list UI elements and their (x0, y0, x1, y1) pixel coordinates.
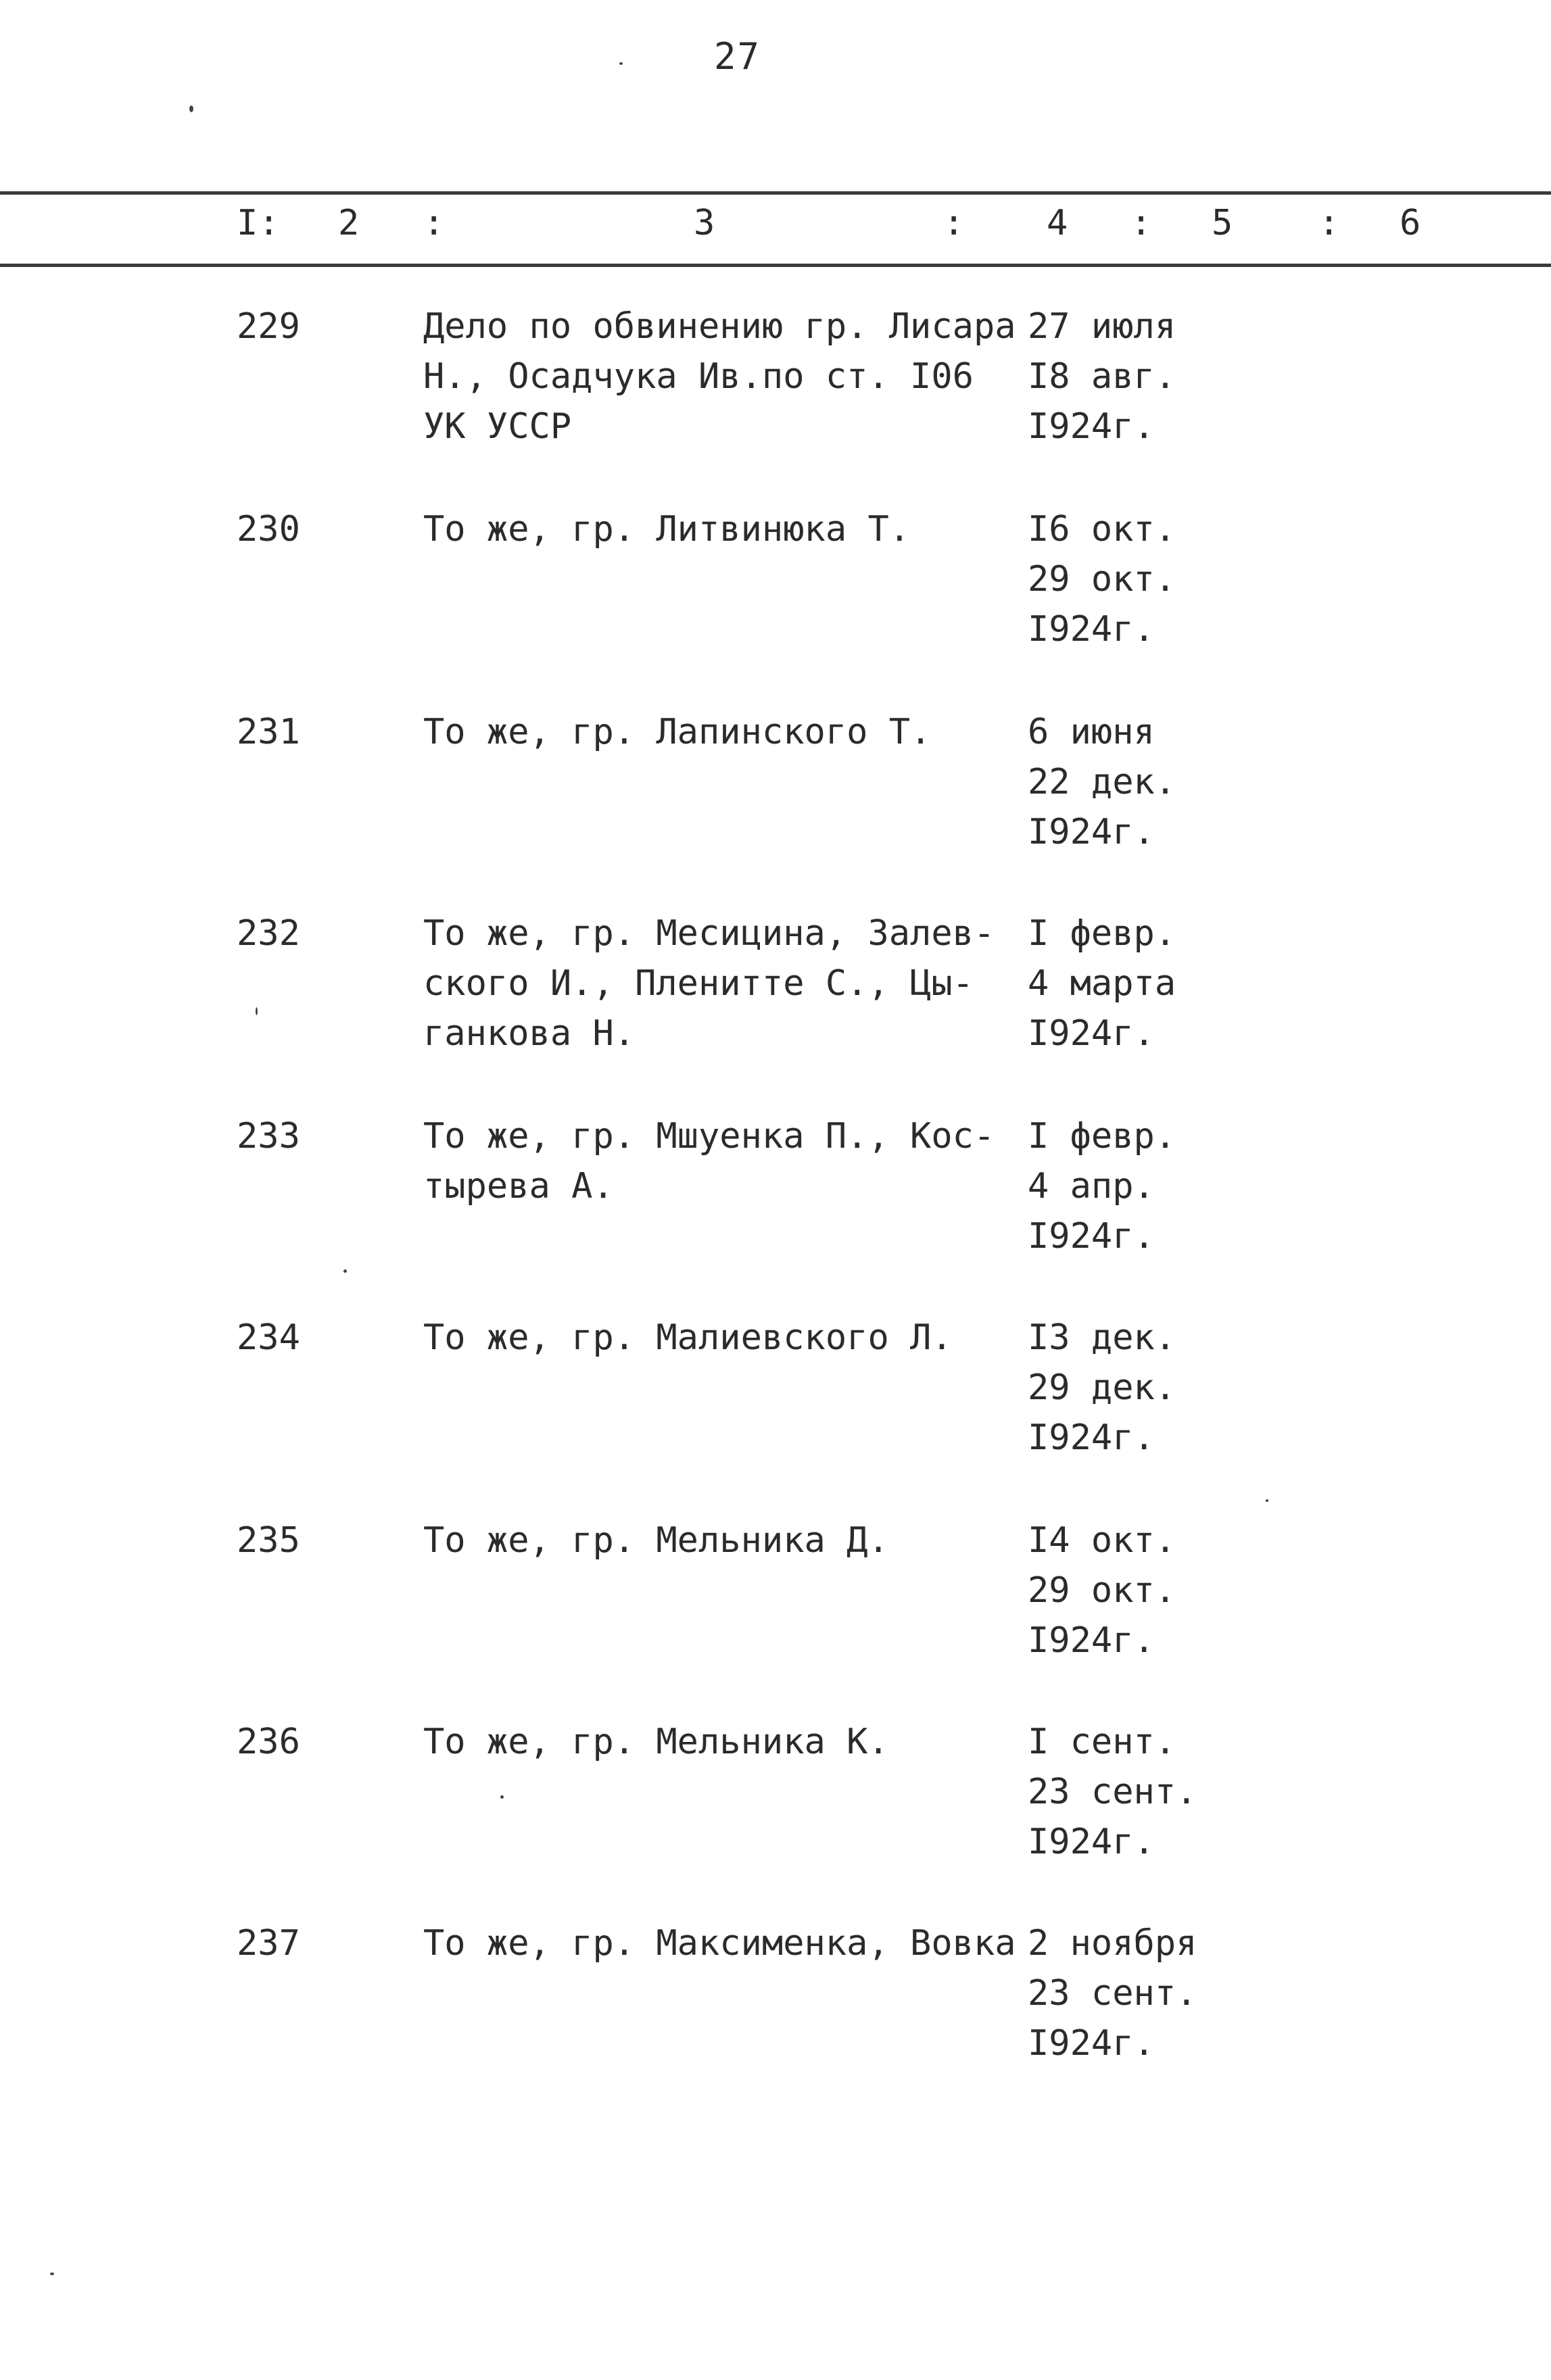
page-number: 27 (714, 35, 761, 78)
record-start-date: 27 июля (1028, 306, 1176, 347)
record-row (0, 301, 1551, 450)
record-year: I924г. (1028, 812, 1155, 852)
record-row (0, 707, 1551, 856)
record-title: То же, гр. Максименка, Вовка (423, 1923, 1016, 1964)
record-year: I924г. (1028, 1216, 1155, 1257)
record-dates (1028, 908, 1244, 1059)
scan-speck (50, 2273, 54, 2275)
column-header-4: 4 (1047, 203, 1068, 243)
record-end-date: 23 сент. (1028, 1772, 1197, 1812)
record-dates (1028, 1111, 1244, 1261)
scan-speck (619, 62, 623, 65)
record-title: То же, гр. Литвинюка Т. (423, 509, 911, 550)
record-start-date: 2 ноября (1028, 1923, 1197, 1964)
record-start-date: I4 окт. (1028, 1520, 1176, 1561)
record-row (0, 1717, 1551, 1866)
record-end-date: 4 марта (1028, 963, 1176, 1004)
record-number: 234 (237, 1317, 300, 1358)
record-start-date: I февр. (1028, 913, 1176, 954)
record-dates (1028, 1717, 1244, 1867)
column-separator: : (258, 203, 280, 243)
record-start-date: I3 дек. (1028, 1317, 1176, 1358)
record-row (0, 908, 1551, 1057)
record-number: 237 (237, 1923, 300, 1964)
column-header-2: 2 (338, 203, 360, 243)
record-end-date: 4 апр. (1028, 1166, 1155, 1207)
record-number: 231 (237, 712, 300, 752)
column-header-1: I (237, 203, 258, 243)
record-number: 233 (237, 1116, 300, 1157)
scan-speck (1266, 1499, 1268, 1502)
record-dates (1028, 1918, 1244, 2068)
record-number: 229 (237, 306, 300, 347)
scan-speck (500, 1795, 504, 1799)
record-year: I924г. (1028, 406, 1155, 447)
record-title: То же, гр. Мшуенка П., Кос- тырева А. (423, 1116, 995, 1207)
column-header-5: 5 (1212, 203, 1233, 243)
record-year: I924г. (1028, 1417, 1155, 1458)
scan-speck (343, 1269, 347, 1273)
column-separator: : (423, 203, 445, 243)
record-end-date: I8 авг. (1028, 356, 1176, 397)
record-number: 230 (237, 509, 300, 550)
record-title: То же, гр. Лапинского Т. (423, 712, 932, 752)
column-separator: : (943, 203, 965, 243)
record-title: То же, гр. Мельника Д. (423, 1520, 889, 1561)
record-title: То же, гр. Малиевского Л. (423, 1317, 953, 1358)
scan-speck (256, 1007, 258, 1015)
record-end-date: 29 окт. (1028, 559, 1176, 600)
scan-speck (189, 105, 193, 112)
record-year: I924г. (1028, 2023, 1155, 2064)
record-dates (1028, 707, 1244, 857)
record-start-date: I сент. (1028, 1722, 1176, 1762)
record-row (0, 1918, 1551, 2067)
header-top-rule (0, 191, 1551, 195)
record-title: То же, гр. Мельника К. (423, 1722, 889, 1762)
record-dates (1028, 1313, 1244, 1463)
column-header-3: 3 (694, 203, 715, 243)
record-row (0, 1515, 1551, 1664)
record-title: То же, гр. Месицина, Залев- ского И., Пленитте С., Цы- ганкова Н. (423, 913, 995, 1054)
record-start-date: I6 окт. (1028, 509, 1176, 550)
record-start-date: 6 июня (1028, 712, 1155, 752)
record-year: I924г. (1028, 609, 1155, 650)
record-row (0, 504, 1551, 653)
record-dates (1028, 301, 1244, 452)
column-separator: : (1130, 203, 1152, 243)
record-end-date: 23 сент. (1028, 1973, 1197, 2014)
header-bottom-rule (0, 264, 1551, 267)
record-number: 236 (237, 1722, 300, 1762)
column-header-6: 6 (1400, 203, 1421, 243)
column-separator: : (1318, 203, 1340, 243)
record-year: I924г. (1028, 1013, 1155, 1054)
record-end-date: 29 окт. (1028, 1570, 1176, 1611)
record-number: 235 (237, 1520, 300, 1561)
record-year: I924г. (1028, 1620, 1155, 1661)
record-end-date: 22 дек. (1028, 762, 1176, 802)
record-dates (1028, 504, 1244, 654)
record-end-date: 29 дек. (1028, 1367, 1176, 1408)
record-row (0, 1313, 1551, 1461)
record-title: Дело по обвинению гр. Лисара Н., Осадчука Ив.по ст. I06 УК УССР (423, 306, 1016, 447)
record-row (0, 1111, 1551, 1260)
record-dates (1028, 1515, 1244, 1666)
record-number: 232 (237, 913, 300, 954)
record-year: I924г. (1028, 1822, 1155, 1862)
record-start-date: I февр. (1028, 1116, 1176, 1157)
